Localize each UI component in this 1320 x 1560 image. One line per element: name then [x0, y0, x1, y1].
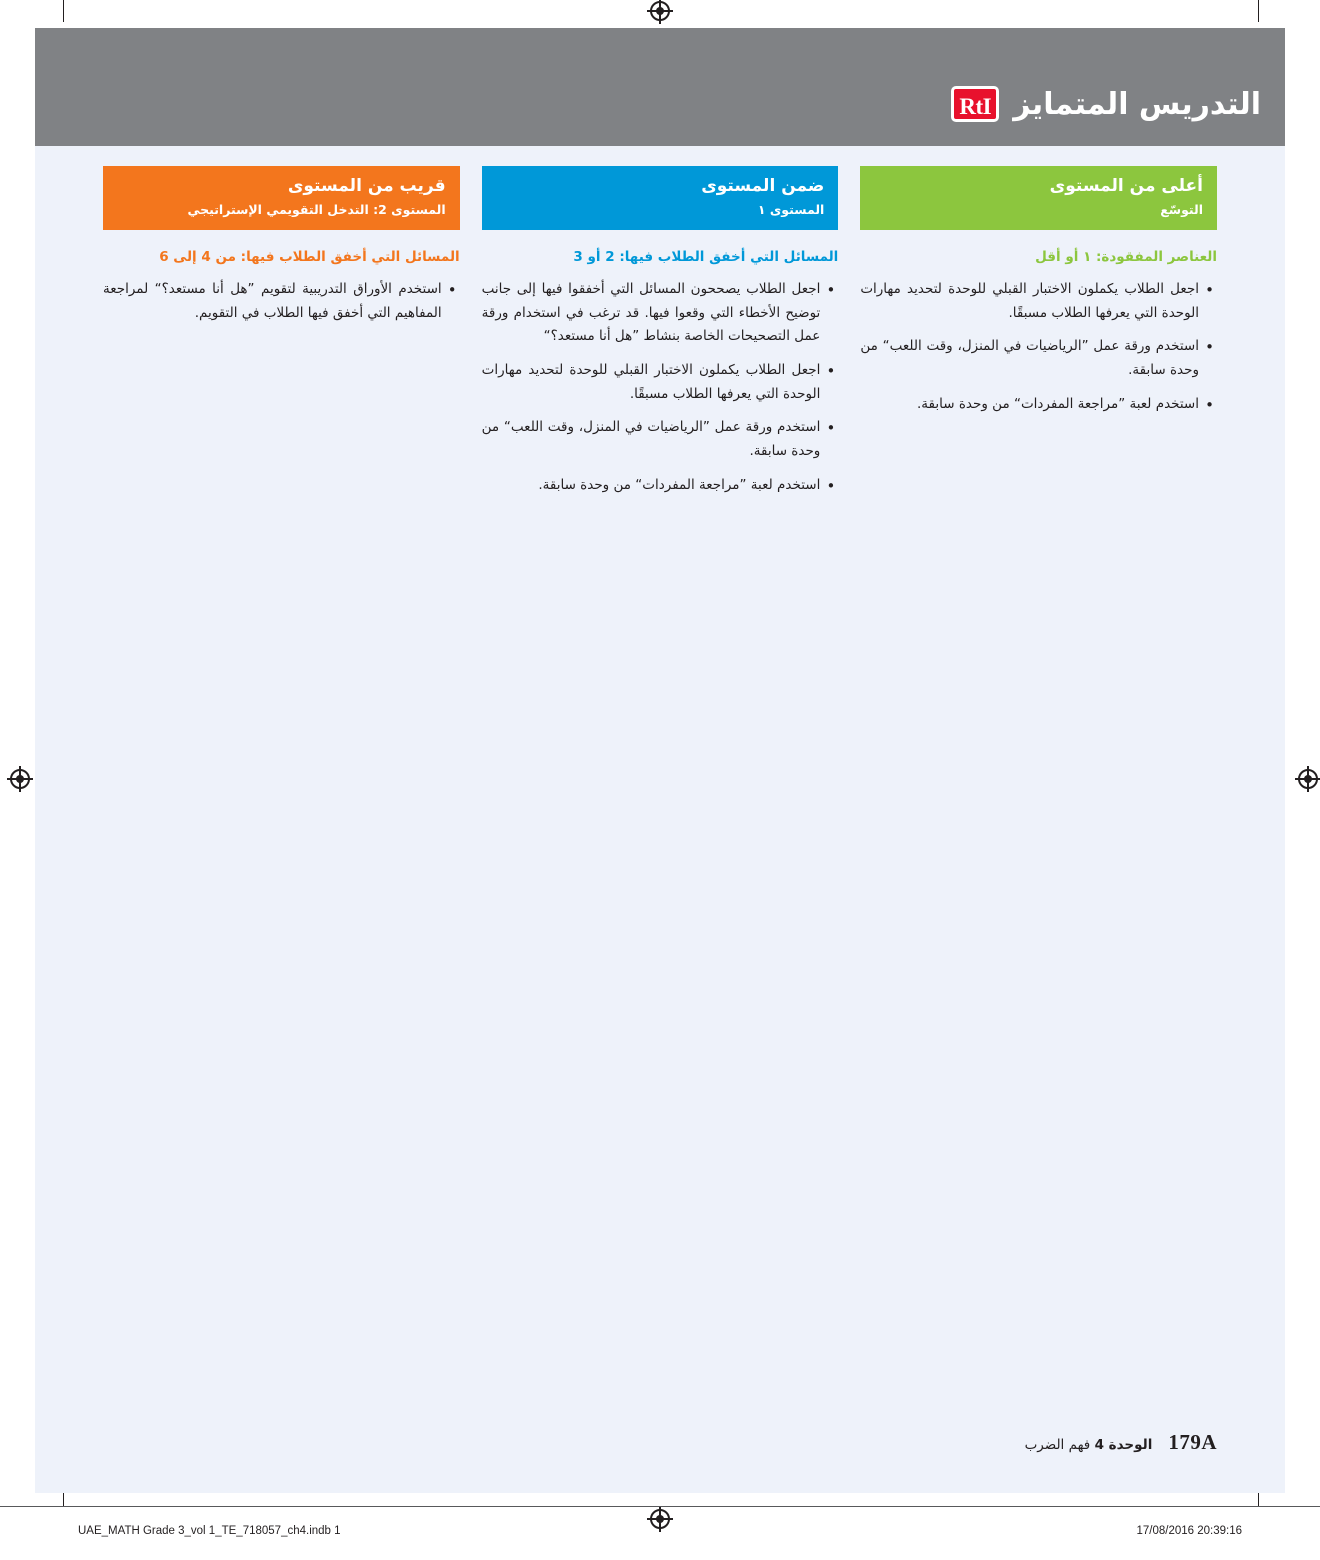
column-header-above-level [860, 166, 1217, 230]
registration-target-top [647, 0, 673, 24]
page-number: 179A [1168, 1430, 1217, 1454]
differentiated-instruction-columns [103, 166, 1217, 507]
crop-mark-top-left [63, 0, 64, 22]
list-item: • اجعل الطلاب يكملون الاختبار القبلي للوحدة لتحديد مهارات الوحدة التي يعرفها الطلاب مسبقًا. [860, 278, 1199, 325]
column-below-level [103, 166, 460, 507]
column-title: ضمن المستوى [701, 176, 825, 196]
column-header-below-level [103, 166, 460, 230]
column-bullet-list [103, 278, 460, 325]
slug-filename: UAE_MATH Grade 3_vol 1_TE_718057_ch4.indb 1 [78, 1525, 341, 1537]
column-subtitle: المستوى 2: التدخل التقويمي الإستراتيجي [187, 202, 446, 218]
print-slug-line [0, 1506, 1320, 1560]
column-lead-text: العناصر المفقودة: ١ أو أقل [1035, 249, 1217, 266]
list-item: • استخدم ورقة عمل ”الرياضيات في المنزل، وقت اللعب“ من وحدة سابقة. [482, 416, 821, 463]
column-bullet-list [860, 278, 1217, 416]
slug-timestamp: 17/08/2016 20:39:16 [1136, 1525, 1242, 1537]
list-item: • استخدم الأوراق التدريبية لتقويم ”هل أنا مستعد؟“ لمراجعة المفاهيم التي أخفق فيها الطلاب في التقويم. [103, 278, 442, 325]
section-banner [35, 28, 1285, 146]
column-on-level [482, 166, 839, 507]
footer-unit-topic: فهم الضرب [1024, 1437, 1091, 1453]
column-subtitle: التوسّع [1160, 202, 1203, 218]
column-title: أعلى من المستوى [1049, 176, 1203, 196]
banner-title-group [951, 86, 1261, 122]
rti-badge-icon: RtI [951, 86, 999, 122]
page-content [35, 28, 1285, 1493]
column-header-on-level [482, 166, 839, 230]
column-above-level [860, 166, 1217, 507]
column-lead-text: المسائل التي أخفق الطلاب فيها: من 4 إلى 6 [159, 249, 460, 266]
footer-unit-label [1025, 1437, 1153, 1453]
list-item: • اجعل الطلاب يصححون المسائل التي أخفقوا فيها إلى جانب توضيح الأخطاء التي وقعوا فيها. قد ترغب في استخدام ورقة عمل التصحيحات الخاصة بنشاط ”هل أنا مستعد؟“ [482, 278, 821, 349]
list-item: • استخدم ورقة عمل ”الرياضيات في المنزل، وقت اللعب“ من وحدة سابقة. [860, 335, 1199, 382]
column-title: قريب من المستوى [287, 176, 446, 196]
list-item: • استخدم لعبة ”مراجعة المفردات“ من وحدة سابقة. [482, 474, 821, 498]
list-item: • اجعل الطلاب يكملون الاختبار القبلي للوحدة لتحديد مهارات الوحدة التي يعرفها الطلاب مسبقًا. [482, 359, 821, 406]
column-lead-text: المسائل التي أخفق الطلاب فيها: 2 أو 3 [573, 249, 839, 266]
column-bullet-list [482, 278, 839, 497]
column-subtitle: المستوى ١ [757, 202, 825, 218]
page-title: التدريس المتمايز [1013, 86, 1261, 122]
footer-unit-number: الوحدة 4 [1094, 1437, 1153, 1453]
page-footer [1025, 1430, 1217, 1455]
list-item: • استخدم لعبة ”مراجعة المفردات“ من وحدة سابقة. [860, 393, 1199, 417]
registration-target-left [7, 766, 33, 792]
crop-mark-top-right [1258, 0, 1259, 22]
registration-target-right [1295, 766, 1320, 792]
